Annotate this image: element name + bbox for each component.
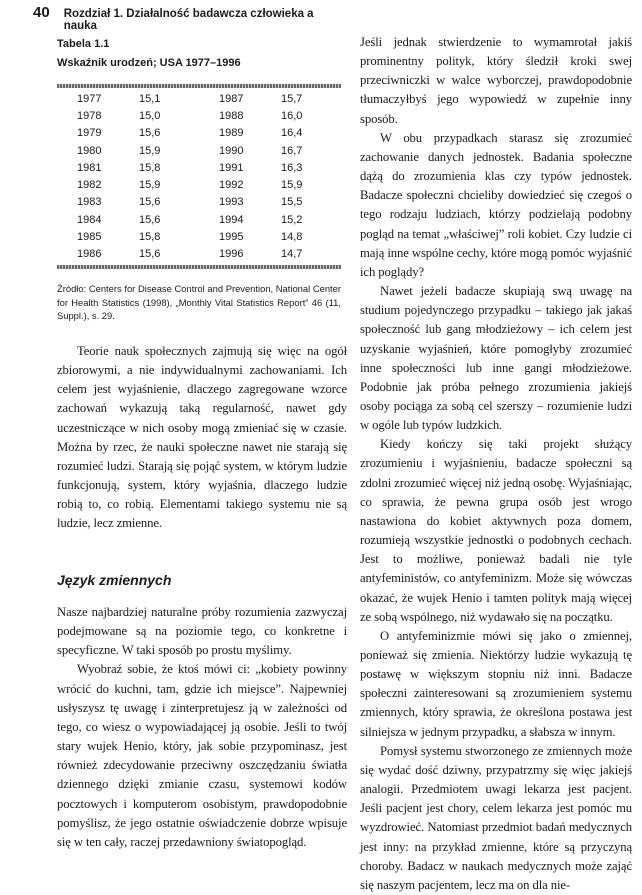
- table-row: [199, 176, 341, 193]
- body-paragraph: Nasze najbardziej naturalne próby rozumienia zazwyczaj podejmowane są na poziomie tego, co konkretne i specyficzne. W taki sposób po prostu myślimy.: [57, 605, 347, 658]
- table-title: Tabela 1.1: [57, 38, 110, 50]
- table-row: [57, 228, 199, 245]
- body-paragraph: Nawet jeżeli badacze skupiają swą uwagę na studium pojedynczego przypadku – takiego jak jakaś społeczność lub gang młodzieżowy – ich celem jest uzyskanie wyjaśnień, które pomogłyby zrozumieć inne społeczności lub inne gangi młodzieżowe. Podobnie jak próba pełnego zrozumienia jakiejś osoby pociąga za sobą cel szerszy – rozumienie ludzi w ogóle lub typów ludzkich.: [360, 284, 632, 433]
- table-bottom-rule: [57, 265, 341, 269]
- table-value: 15,6: [139, 127, 161, 140]
- table-value: 15,9: [139, 179, 161, 192]
- table-year: 1992: [219, 179, 244, 192]
- page-number: 40: [33, 4, 50, 21]
- body-paragraph: Jeśli jednak stwierdzenie to wymamrotał jakiś prominentny polityk, który śledził kroki swej przeciwniczki w walce wyborczej, prawdopodobnie tłumaczyłbyś jego wypowiedź w zupełnie inny sposób.: [360, 35, 632, 126]
- table-year: 1982: [77, 179, 102, 192]
- source-label: Źródło:: [57, 283, 87, 294]
- table-year: 1979: [77, 127, 102, 140]
- table-row: [57, 194, 199, 211]
- table-row: [199, 142, 341, 159]
- table-value: 15,9: [139, 144, 161, 157]
- table-year: 1994: [219, 213, 244, 226]
- table-value: 16,0: [281, 109, 303, 122]
- table-year: 1995: [219, 231, 244, 244]
- table-caption: Wskaźnik urodzeń; USA 1977–1996: [57, 57, 241, 69]
- table-right-half: [199, 90, 341, 263]
- table-row: [57, 176, 199, 193]
- left-column-intro: [57, 342, 347, 534]
- table-row: [57, 211, 199, 228]
- table-row: [57, 142, 199, 159]
- table-year: 1984: [77, 213, 102, 226]
- table-row: [199, 107, 341, 124]
- table-year: 1993: [219, 196, 244, 209]
- birth-rate-table: [57, 90, 341, 263]
- table-year: 1989: [219, 127, 244, 140]
- table-top-rule: [57, 84, 341, 88]
- table-value: 16,4: [281, 127, 303, 140]
- table-year: 1980: [77, 144, 102, 157]
- table-year: 1978: [77, 109, 102, 122]
- table-year: 1987: [219, 92, 244, 105]
- table-source-note: [57, 282, 341, 323]
- table-value: 15,0: [139, 109, 161, 122]
- table-value: 16,7: [281, 144, 303, 157]
- table-row: [57, 246, 199, 263]
- body-paragraph: Pomysł systemu stworzonego ze zmiennych może się wydać dość dziwny, przypatrzmy się więc jakiejś analogii. Przedmiotem uwagi lekarza jest pacjent. Jeśli pacjent jest chory, celem lekarza jest pomóc mu wyzdrowieć. Natomiast przedmiot badań medycznych jest inny: na przykład zmienne, które są przyczyną choroby. Badacz w naukach medycznych może zająć się naszym pacjentem, lecz ma on dla nie-: [360, 743, 632, 892]
- table-row: [199, 211, 341, 228]
- table-value: 15,7: [281, 92, 303, 105]
- table-value: 15,6: [139, 196, 161, 209]
- body-paragraph: Wyobraź sobie, że ktoś mówi ci: „kobiety powinny wrócić do kuchni, tam, gdzie ich miejsce”. Najpewniej usłyszysz tę uwagę i zinterpretujesz ją w zależności od tego, co wiesz o wypowiadającej ją osobie. Jeśli to twój stary wujek Henio, który, jak sobie przypominasz, jest również zdecydowanie przeciwny oszczędzaniu światła dziennego dzięki zmianie czasu, systemowi kodów pocztowych i komputerom osobistym, prawdopodobnie pomyślisz, że jego ostatnie oświadczenie dobrze wpisuje się w ten cały, raczej przedawniony światopogląd.: [57, 662, 347, 849]
- table-year: 1977: [77, 92, 102, 105]
- table-year: 1991: [219, 161, 244, 174]
- table-row: [57, 159, 199, 176]
- section-heading: Język zmiennych: [57, 572, 172, 588]
- body-paragraph: Kiedy kończy się taki projekt służący zrozumieniu i wyjaśnieniu, badacze społeczni są zdolni zrozumieć więcej niż jedną osobę. Wyjaśniając, co sprawia, że pewna grupa osób jest wrogo nastawiona do kobiet aktywnych poza domem, rozumieją wszystkie jednostki o podobnych cechach. Jest to możliwe, ponieważ badali nie tyle antyfeministów, co antyfeminizm. Może się wówczas okazać, że wujek Henio i tamten polityk mają więcej ze sobą wspólnego, niż wydawało się na początku.: [360, 437, 633, 624]
- table-row: [199, 159, 341, 176]
- table-value: 15,6: [139, 248, 161, 261]
- table-row: [199, 90, 341, 107]
- table-value: 15,8: [139, 231, 161, 244]
- table-year: 1985: [77, 231, 102, 244]
- table-row: [199, 194, 341, 211]
- table-value: 16,3: [281, 161, 303, 174]
- body-paragraph: W obu przypadkach starasz się zrozumieć zachowanie danych jednostek. Badania społeczne dążą do zrozumienia klas czy typów jednostek. Badacze społeczni chcieliby dowiedzieć się czegoś o tego rodzaju ludziach, którzy podzielają podobny pogląd na temat „właściwej” roli kobiet. Czy ludzie ci mają inne wspólne cechy, które mogą pomóc wyjaśnić ich poglądy?: [360, 130, 632, 279]
- table-row: [199, 228, 341, 245]
- table-value: 14,7: [281, 248, 303, 261]
- table-value: 15,2: [281, 213, 303, 226]
- table-year: 1983: [77, 196, 102, 209]
- body-paragraph: Teorie nauk społecznych zajmują się więc na ogół zbiorowymi, a nie indywidualnymi zachowaniami. Ich celem jest wyjaśnienie, dlaczego zagregowane wzorce zachowań wykazują taką regularność, nawet gdy uczestniczące w nich osoby mogą zmieniać się w czasie. Można by rzec, że nauki społeczne nawet nie starają się rozumieć ludzi. Starają się pojąć system, w którym ludzie funkcjonują, system, który wyjaśnia, dlaczego ludzie robią to, co robią. Elementami takiego systemu nie są ludzie, lecz zmienne.: [57, 344, 347, 531]
- table-year: 1981: [77, 161, 102, 174]
- table-row: [199, 246, 341, 263]
- table-row: [57, 90, 199, 107]
- table-year: 1990: [219, 144, 244, 157]
- table-row: [57, 107, 199, 124]
- right-column: [360, 33, 632, 895]
- table-value: 15,5: [281, 196, 303, 209]
- page-header: [33, 4, 343, 32]
- source-text: Centers for Disease Control and Prevention, National Center for Health Statistics (1998), „Monthly Vital Statistics Report” 46 (11, Suppl.), s. 29.: [57, 283, 341, 322]
- table-value: 15,6: [139, 213, 161, 226]
- table-year: 1996: [219, 248, 244, 261]
- table-year: 1986: [77, 248, 102, 261]
- table-year: 1988: [219, 109, 244, 122]
- table-left-half: [57, 90, 199, 263]
- table-value: 15,8: [139, 161, 161, 174]
- body-paragraph: O antyfeminizmie mówi się jako o zmiennej, ponieważ się zmienia. Niektórzy ludzie wykazują tę postawę w większym stopniu niż inni. Badacze społeczni zainteresowani są zrozumieniem systemu zmiennych, który sprawia, że określona postawa jest silniejsza w jednym przypadku, a słabsza w innym.: [360, 628, 632, 739]
- table-row: [199, 125, 341, 142]
- table-row: [57, 125, 199, 142]
- left-column-section: [57, 603, 347, 852]
- table-value: 14,8: [281, 231, 303, 244]
- running-head: Rozdział 1. Działalność badawcza człowieka a nauka: [63, 8, 314, 32]
- table-value: 15,1: [139, 92, 161, 105]
- table-value: 15,9: [281, 179, 303, 192]
